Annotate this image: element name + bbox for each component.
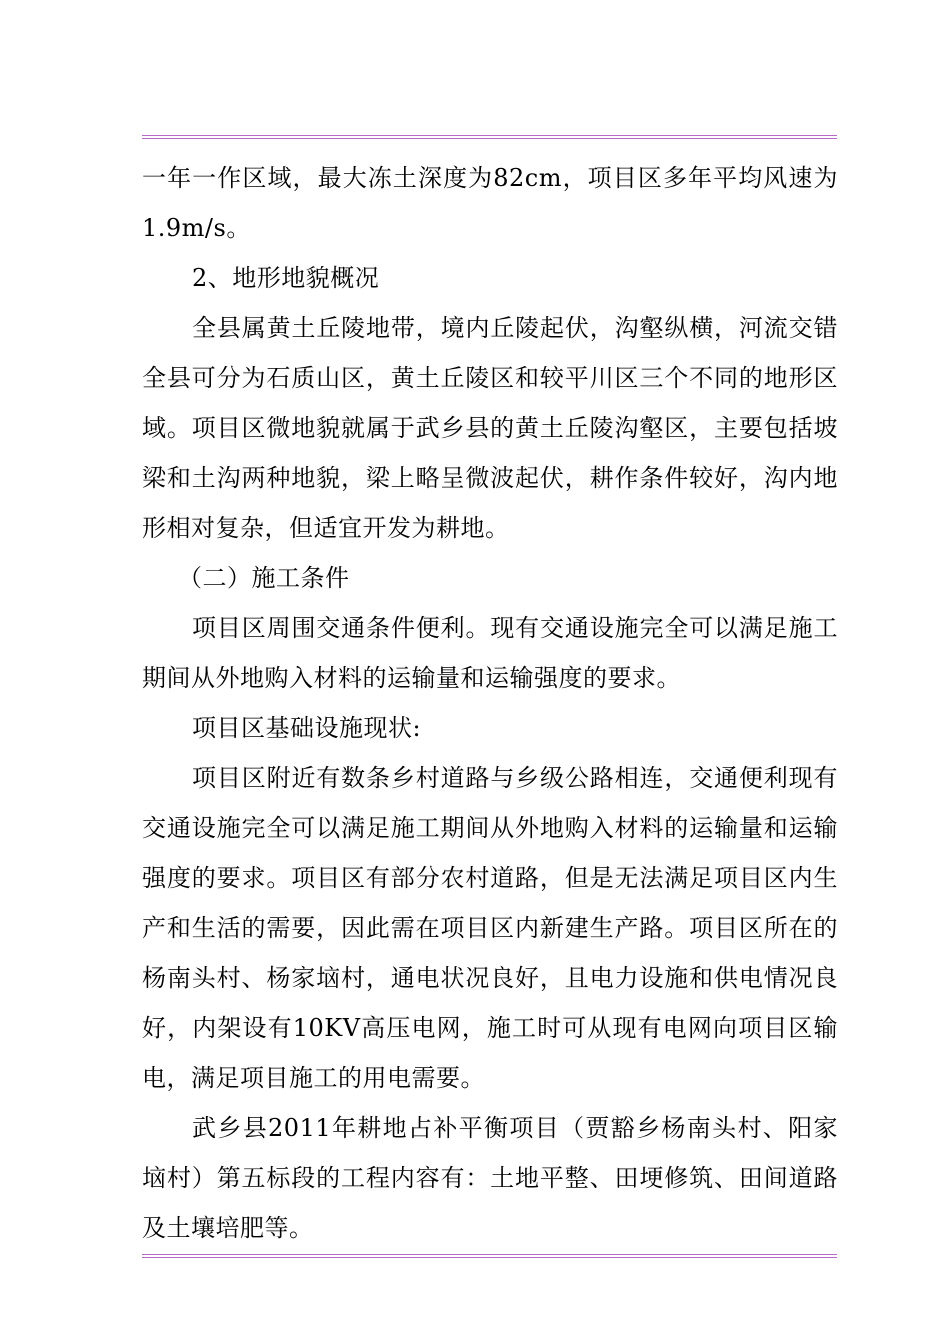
section-heading-construction: （二）施工条件 [178, 564, 350, 592]
paragraph-terrain: 全县属黄土丘陵地带，境内丘陵起伏，沟壑纵横，河流交错全县可分为石质山区，黄土丘陵区和较平川区三个不同的地形区域。项目区微地貌就属于武乡县的黄土丘陵沟壑区，主要包括坡梁和土沟两种地貌，梁上略呈微波起伏，耕作条件较好，沟内地形相对复杂，但适宜开发为耕地。 [142, 314, 838, 542]
section-heading-terrain: 2、地形地貌概况 [192, 264, 380, 292]
paragraph-traffic: 项目区周围交通条件便利。现有交通设施完全可以满足施工期间从外地购入材料的运输量和运输强度的要求。 [142, 614, 838, 692]
document-body [142, 153, 838, 1253]
footer-rule [142, 1254, 837, 1258]
header-rule [142, 135, 837, 139]
paragraph-infrastructure: 项目区附近有数条乡村道路与乡级公路相连，交通便利现有交通设施完全可以满足施工期间从外地购入材料的运输量和运输强度的要求。项目区有部分农村道路，但是无法满足项目区内生产和生活的需要，因此需在项目区内新建生产路。项目区所在的杨南头村、杨家垴村，通电状况良好，且电力设施和供电情况良好，内架设有10KV高压电网，施工时可从现有电网向项目区输电，满足项目施工的用电需要。 [142, 764, 838, 1092]
paragraph-climate: 一年一作区域，最大冻土深度为82cm，项目区多年平均风速为1.9m/s。 [142, 164, 838, 242]
paragraph-project-scope: 武乡县2011年耕地占补平衡项目（贾豁乡杨南头村、阳家垴村）第五标段的工程内容有：土地平整、田埂修筑、田间道路及土壤培肥等。 [142, 1114, 838, 1242]
paragraph-infrastructure-heading: 项目区基础设施现状: [192, 714, 422, 742]
